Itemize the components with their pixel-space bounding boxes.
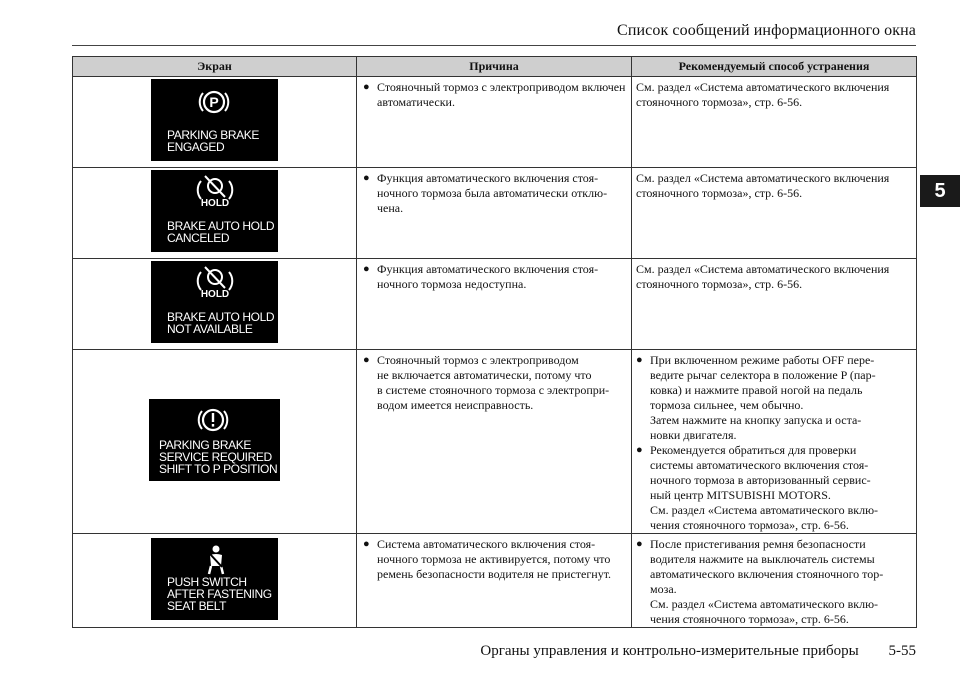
table-row [73,259,917,350]
bullet-icon: ● [363,538,370,550]
display-screen-brake-auto-hold-not-available [151,261,278,343]
cause-item [363,80,627,110]
remedy-line: ночного тормоза в авторизованный сервис- [650,473,871,487]
cause-line: ночного тормоза была автоматически отклю- [377,186,608,200]
remedy-line: чения стояночного тормоза», стр. 6-56. [650,612,849,626]
display-screen-brake-auto-hold-canceled [151,170,278,252]
chapter-tab: 5 [920,175,960,207]
screen-cell [73,168,357,259]
display-screen-push-switch-seat-belt [151,538,278,620]
screen-cell [73,534,357,628]
cause-cell [357,350,632,534]
remedy-line: автоматического включения стояночного тор- [650,567,884,581]
bullet-icon: ● [636,538,643,550]
display-line: BRAKE AUTO HOLD [167,219,275,233]
cause-item [363,262,627,292]
remedy-item [636,537,912,627]
remedy-item [636,353,912,443]
cause-line: Стояночный тормоз с электроприводом [377,353,579,367]
cause-item [363,537,627,582]
remedy-cell [632,534,917,628]
screen-cell [73,259,357,350]
seatbelt-icon [201,544,231,576]
display-line: SEAT BELT [167,598,227,613]
cause-line: Система автоматического включения стоя- [377,537,596,551]
remedy-line: См. раздел «Система автоматического вклю- [650,597,879,611]
remedy-line: системы автоматического включения стоя- [650,458,869,472]
cause-line: Функция автоматического включения стоя- [377,171,599,185]
remedy-line: При включенном режиме работы OFF пере- [650,353,875,367]
page-number: 5-55 [888,643,916,659]
cause-cell [357,534,632,628]
column-header-remedy: Рекомендуемый способ устранения [632,57,917,77]
screen-cell [73,350,357,534]
display-line: CANCELED [167,231,230,245]
display-line: PUSH SWITCH [167,574,247,589]
table-header-row [73,57,917,77]
remedy-text: См. раздел «Система автоматического включения стояночного тормоза», стр. 6-56. [636,262,890,291]
bullet-icon: ● [363,172,370,184]
hold-label: HOLD [200,198,230,209]
remedy-line: ведите рычаг селектора в положение P (пар- [650,368,876,382]
remedy-line: новки двигателя. [650,428,737,442]
table-row [73,77,917,168]
remedy-line: Рекомендуется обратиться для проверки [650,443,857,457]
bullet-icon: ● [636,354,643,366]
remedy-line: ный центр MITSUBISHI MOTORS. [650,488,831,502]
remedy-line: чения стояночного тормоза», стр. 6-56. [650,518,849,532]
remedy-cell [632,168,917,259]
display-line: ENGAGED [167,140,225,154]
remedy-line: См. раздел «Система автоматического вклю- [650,503,879,517]
page-header-title: Список сообщений информационного окна [617,22,916,39]
hold-label: HOLD [200,289,230,300]
table-row [73,350,917,534]
bullet-icon: ● [363,263,370,275]
display-line: NOT AVAILABLE [167,322,253,336]
remedy-cell [632,77,917,168]
screen-cell [73,77,357,168]
display-line: AFTER FASTENING [167,586,272,601]
remedy-line: ковка) и нажмите правой ногой на педаль [650,383,863,397]
parking-brake-p-icon [197,85,231,119]
cause-line: ночного тормоза не активируется, потому что [377,552,611,566]
cause-cell [357,77,632,168]
remedy-cell [632,350,917,534]
cause-line: Функция автоматического включения стоя- [377,262,599,276]
display-screen-parking-brake-engaged [151,79,278,161]
column-header-cause: Причина [357,57,632,77]
cause-line: водом имеется неисправность. [377,398,534,412]
remedy-cell [632,259,917,350]
bullet-icon: ● [363,81,370,93]
display-line: BRAKE AUTO HOLD [167,310,275,324]
svg-text:P: P [209,94,219,110]
remedy-line: водителя нажмите на выключатель системы [650,552,875,566]
auto-hold-crossed-icon [195,173,235,209]
cause-line: не включается автоматически, потому что [377,368,592,382]
remedy-line: Затем нажмите на кнопку запуска и оста- [650,413,862,427]
footer-section-title: Органы управления и контрольно-измерительные приборы [480,643,859,659]
cause-cell [357,259,632,350]
cause-line: в системе стояночного тормоза с электропри- [377,383,610,397]
table-row [73,168,917,259]
display-line: PARKING BRAKE [167,128,259,142]
cause-line: ремень безопасности водителя не пристегнут. [377,567,612,581]
remedy-line: тормоза сильнее, чем обычно. [650,398,804,412]
cause-text: Стояночный тормоз с электроприводом включен автоматически. [377,80,626,109]
remedy-line: После пристегивания ремня безопасности [650,537,866,551]
table-row [73,534,917,628]
header-divider [72,45,916,46]
remedy-item [636,443,912,533]
cause-line: чена. [377,201,404,215]
brake-warning-icon [196,403,230,437]
remedy-line: моза. [650,582,677,596]
cause-cell [357,168,632,259]
display-line: PARKING BRAKE [159,437,251,452]
message-table [72,56,917,628]
bullet-icon: ● [636,444,643,456]
cause-line: ночного тормоза недоступна. [377,277,527,291]
column-header-screen: Экран [73,57,357,77]
display-line: SHIFT TO P POSITION [159,461,278,476]
display-screen-parking-brake-service-required [149,399,280,481]
auto-hold-crossed-icon [195,264,235,300]
remedy-text: См. раздел «Система автоматического включения стояночного тормоза», стр. 6-56. [636,80,890,109]
remedy-text: См. раздел «Система автоматического включения стояночного тормоза», стр. 6-56. [636,171,890,200]
bullet-icon: ● [363,354,370,366]
cause-item [363,353,627,413]
display-line: SERVICE REQUIRED [159,449,272,464]
page-footer [480,643,916,660]
cause-item [363,171,627,216]
